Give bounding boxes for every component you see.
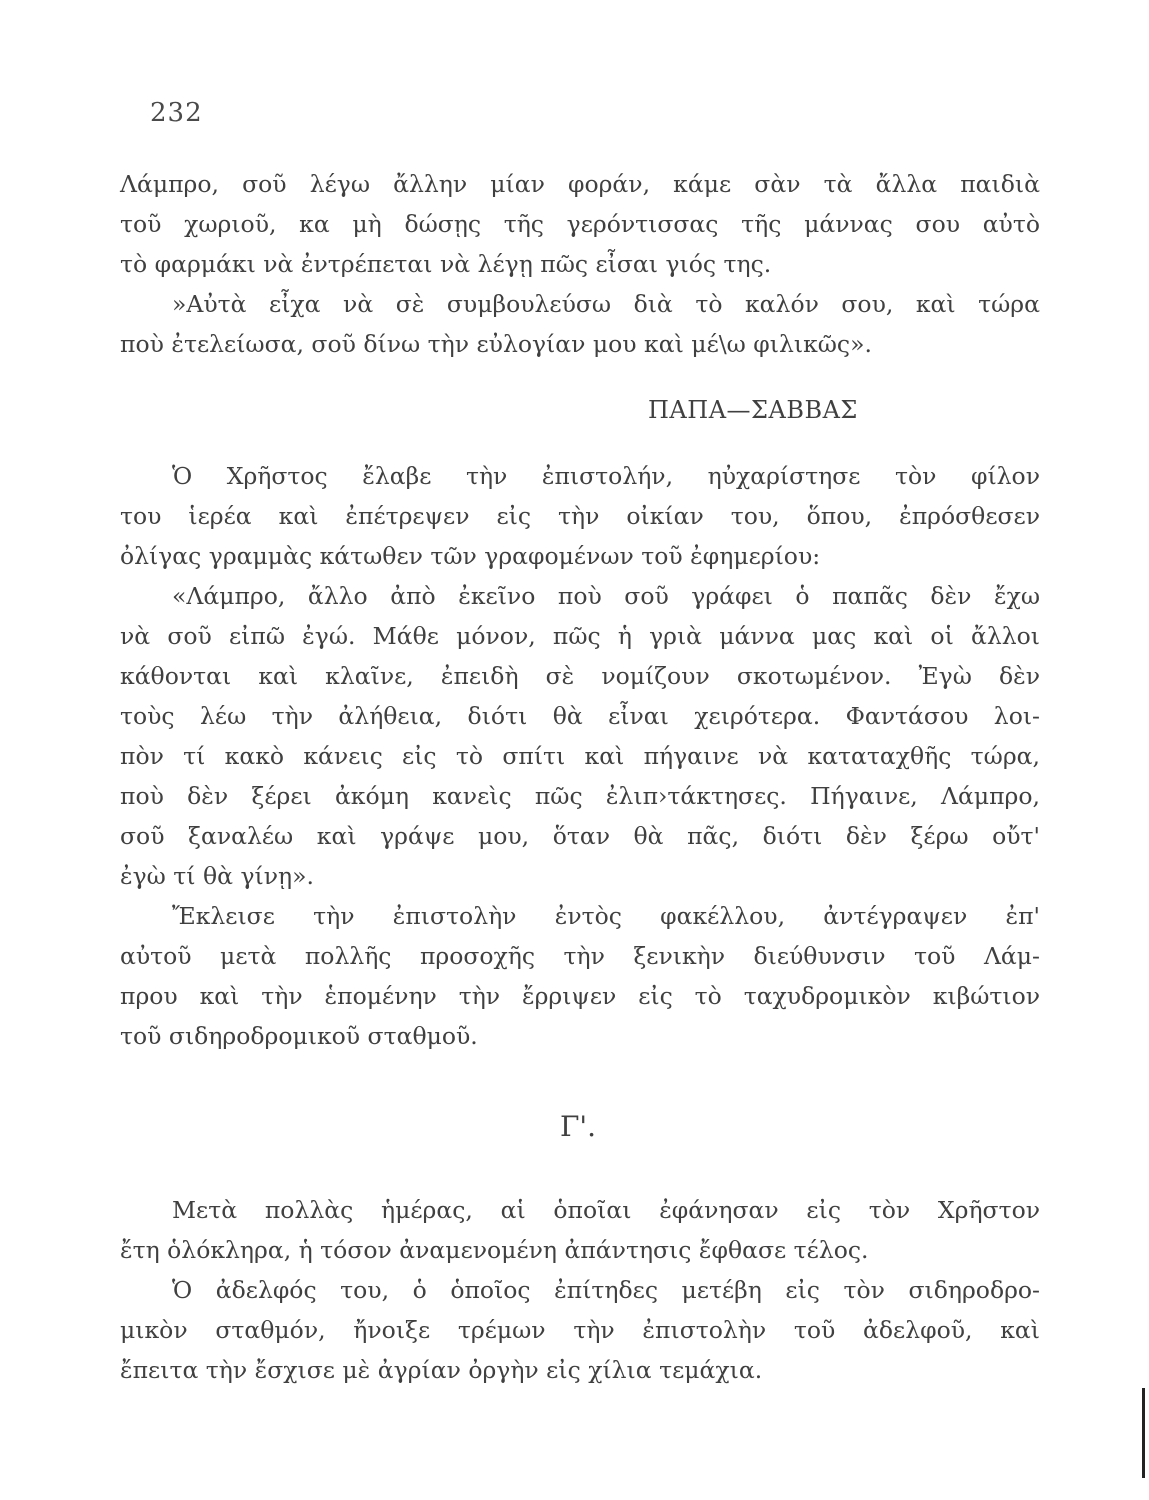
paragraph-christos bbox=[120, 456, 1040, 1056]
text-line: αὐτοῦ μετὰ πολλῆς προσοχῆς τὴν ξενικὴν διεύθυνσιν τοῦ Λάμ- bbox=[120, 942, 1040, 970]
page-edge-mark bbox=[1142, 1388, 1145, 1478]
text-line: «Λάμπρο, ἄλλο ἀπὸ ἐκεῖνο ποὺ σοῦ γράφει ὁ παπᾶς δὲν ἔχω bbox=[172, 582, 1040, 610]
letter-ending bbox=[120, 164, 1040, 364]
text-line: τοῦ χωριοῦ, κα μὴ δώσῃς τῆς γερόντισσας τῆς μάννας σου αὐτὸ bbox=[120, 210, 1040, 238]
text-line: νὰ σοῦ εἰπῶ ἐγώ. Μάθε μόνον, πῶς ἡ γριὰ μάννα μας καὶ οἱ ἄλλοι bbox=[120, 622, 1040, 650]
text-line: τοὺς λέω τὴν ἀλήθεια, διότι θὰ εἶναι χειρότερα. Φαντάσου λοι- bbox=[120, 702, 1040, 730]
text-line: τὸ φαρμάκι νὰ ἐντρέπεται νὰ λέγῃ πῶς εἶσαι γιός της. bbox=[120, 250, 772, 278]
text-line: ἔτη ὁλόκληρα, ἡ τόσον ἀναμενομένη ἀπάντησις ἔφθασε τέλος. bbox=[120, 1236, 869, 1264]
text-line: μικὸν σταθμόν, ἤνοιξε τρέμων τὴν ἐπιστολὴν τοῦ ἀδελφοῦ, καὶ bbox=[120, 1316, 1040, 1344]
text-line: Μετὰ πολλὰς ἡμέρας, αἱ ὁποῖαι ἐφάνησαν εἰς τὸν Χρῆστον bbox=[172, 1196, 1040, 1224]
text-line: πρου καὶ τὴν ἑπομένην τὴν ἔρριψεν εἰς τὸ ταχυδρομικὸν κιβώτιον bbox=[120, 982, 1040, 1010]
section-heading: Γ'. bbox=[560, 1110, 597, 1143]
text-line: ποὺ δὲν ξέρει ἀκόμη κανεὶς πῶς ἐλιπ›τάκτησες. Πήγαινε, Λάμπρο, bbox=[120, 782, 1040, 810]
text-line: τοῦ σιδηροδρομικοῦ σταθμοῦ. bbox=[120, 1022, 478, 1050]
paragraph-reply bbox=[120, 1190, 1040, 1390]
text-line: ὀλίγας γραμμὰς κάτωθεν τῶν γραφομένων τοῦ ἐφημερίου: bbox=[120, 542, 821, 570]
text-line: »Αὐτὰ εἶχα νὰ σὲ συμβουλεύσω διὰ τὸ καλόν σου, καὶ τώρα bbox=[172, 290, 1040, 318]
text-line: σοῦ ξαναλέω καὶ γράψε μου, ὅταν θὰ πᾶς, διότι δὲν ξέρω οὔτ' bbox=[120, 822, 1040, 850]
text-line: ποὺ ἐτελείωσα, σοῦ δίνω τὴν εὐλογίαν μου καὶ μέ\ω φιλικῶς». bbox=[120, 330, 872, 358]
text-line: του ἱερέα καὶ ἐπέτρεψεν εἰς τὴν οἰκίαν του, ὅπου, ἐπρόσθεσεν bbox=[120, 502, 1040, 530]
text-line: Ὁ Χρῆστος ἔλαβε τὴν ἐπιστολήν, ηὐχαρίστησε τὸν φίλον bbox=[172, 462, 1040, 490]
text-line: Ὁ ἀδελφός του, ὁ ὁποῖος ἐπίτηδες μετέβη εἰς τὸν σιδηροδρο- bbox=[172, 1276, 1040, 1304]
text-line: πὸν τί κακὸ κάνεις εἰς τὸ σπίτι καὶ πήγαινε νὰ καταταχθῆς τώρα, bbox=[120, 742, 1040, 770]
text-line: Ἔκλεισε τὴν ἐπιστολὴν ἐντὸς φακέλλου, ἀντέγραψεν ἐπ' bbox=[172, 902, 1040, 930]
text-line: ἔπειτα τὴν ἔσχισε μὲ ἀγρίαν ὀργὴν εἰς χίλια τεμάχια. bbox=[120, 1356, 763, 1384]
signature: ΠΑΠΑ—ΣΑΒΒΑΣ bbox=[648, 396, 858, 424]
text-line: Λάμπρο, σοῦ λέγω ἄλλην μίαν φοράν, κάμε σὰν τὰ ἄλλα παιδιὰ bbox=[120, 170, 1040, 198]
text-line: ἐγὼ τί θὰ γίνῃ». bbox=[120, 862, 314, 890]
text-line: κάθονται καὶ κλαῖνε, ἐπειδὴ σὲ νομίζουν σκοτωμένον. Ἐγὼ δὲν bbox=[120, 662, 1040, 690]
page-number: 232 bbox=[150, 98, 203, 128]
